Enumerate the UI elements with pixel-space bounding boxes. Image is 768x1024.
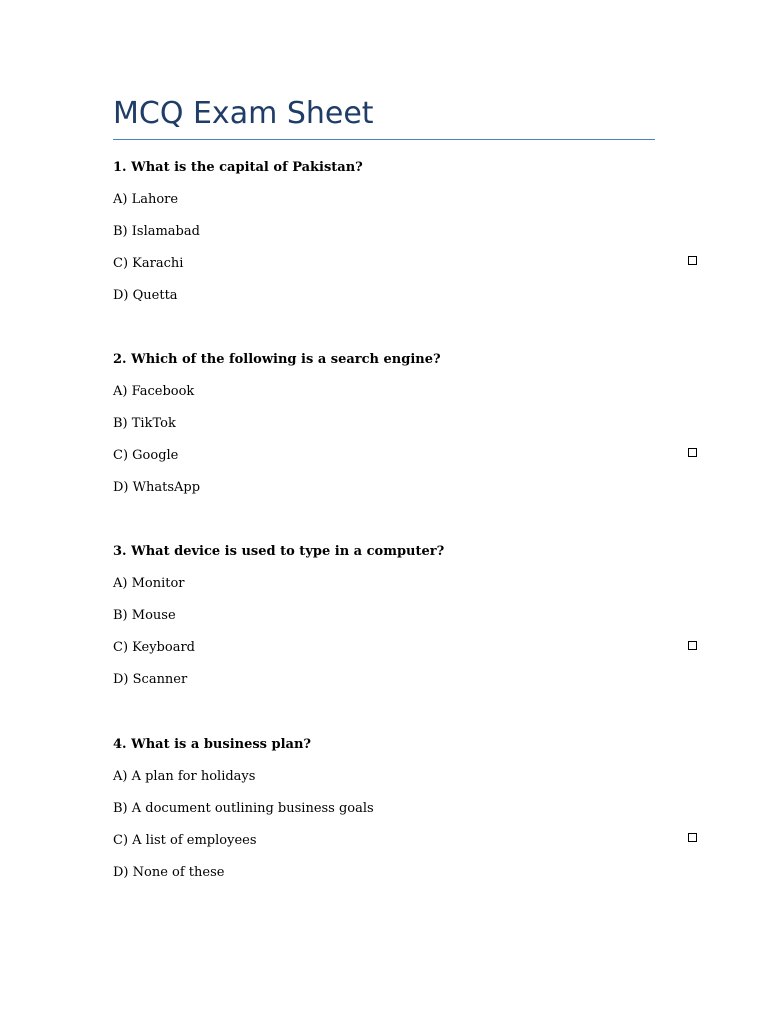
question-text: 4. What is a business plan? [113, 737, 312, 752]
option-list [113, 575, 673, 689]
answer-checkbox-2[interactable] [688, 448, 697, 457]
option-b: B) Mouse [113, 608, 176, 623]
option-list [113, 191, 673, 305]
title-underline [113, 139, 655, 140]
option-b: B) A document outlining business goals [113, 801, 374, 816]
question-text: 3. What device is used to type in a computer? [113, 544, 445, 559]
option-c: C) Google [113, 448, 179, 463]
option-d: D) None of these [113, 865, 225, 880]
option-list [113, 768, 673, 882]
option-c: C) Karachi [113, 256, 184, 271]
question-1 [113, 159, 673, 305]
option-d: D) Scanner [113, 672, 188, 687]
answer-checkbox-3[interactable] [688, 641, 697, 650]
option-a: A) A plan for holidays [113, 769, 256, 784]
page-title: MCQ Exam Sheet [113, 96, 374, 131]
answer-checkbox-4[interactable] [688, 833, 697, 842]
answer-checkbox-1[interactable] [688, 256, 697, 265]
question-2 [113, 351, 673, 497]
option-b: B) Islamabad [113, 224, 200, 239]
option-c: C) A list of employees [113, 833, 257, 848]
option-a: A) Monitor [113, 576, 185, 591]
option-a: A) Facebook [113, 384, 195, 399]
question-4 [113, 736, 673, 882]
option-d: D) Quetta [113, 288, 178, 303]
option-b: B) TikTok [113, 416, 176, 431]
question-text: 2. Which of the following is a search engine? [113, 352, 441, 367]
option-list [113, 383, 673, 497]
question-text: 1. What is the capital of Pakistan? [113, 160, 363, 175]
question-3 [113, 543, 673, 689]
option-d: D) WhatsApp [113, 480, 201, 495]
option-c: C) Keyboard [113, 640, 195, 655]
option-a: A) Lahore [113, 192, 179, 207]
